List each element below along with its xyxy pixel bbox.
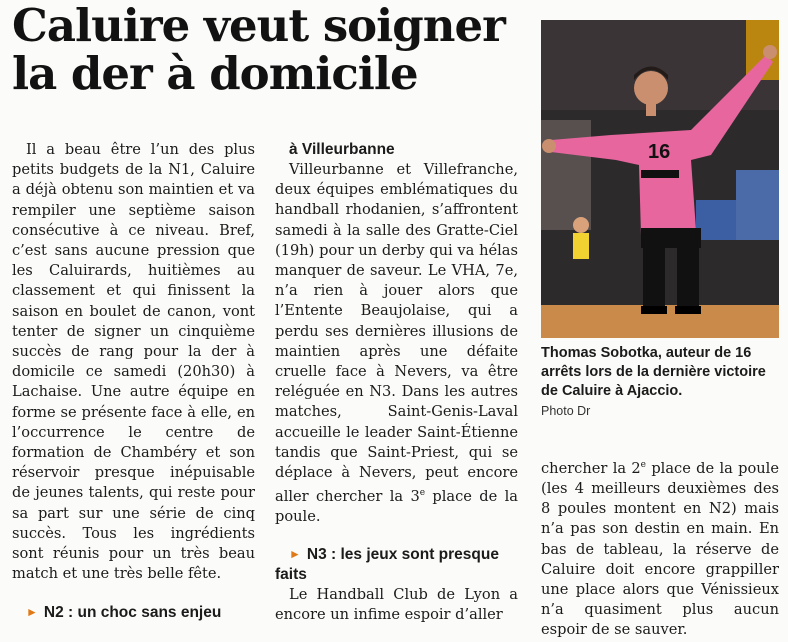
article-column-3 [541,455,779,641]
headline: Caluire veut soigner la der à domicile [12,0,505,100]
subhead-n2: ► N2 : un choc sans enjeu [26,604,222,622]
arrow-icon: ► [289,546,301,561]
subhead-n2-continued: à Villeurbanne [289,141,395,158]
arrow-icon: ► [26,605,38,620]
jersey-number: 16 [648,141,671,163]
article-column-2 [275,140,518,625]
article-column-1 [12,140,255,623]
player-photo [541,20,779,338]
photo-caption: Thomas Sobotka, auteur de 16 arrêts lors de la dernière victoire de Caluire à Ajaccio. [541,345,766,399]
photo-credit: Photo Dr [541,404,591,418]
subhead-n3: ► N3 : les jeux sont presque faits [275,545,499,583]
paragraph: chercher la 2e place de la poule (les 4 meilleurs deuxièmes des 8 poules montent en N2) mais n’a pas son destin en main. En bas de tableau, la réserve de Caluire doit encore grappiller une place alors que Vénissieux n’a quasiment plus aucun espoir de se sauver. [541,459,779,639]
paragraph: Villeurbanne et Villefranche, deux équipes emblématiques du handball rhodanien, s’affrontent samedi à la salle des Gratte-Ciel (19h) pour un derby qui va hélas manquer de saveur. Le VHA, 7e, n’a rien à jouer alors que l’Entente Beaujolaise, qui a perdu ses dernières illusions de maintien après une défaite cruelle face à Nevers, va être reléguée en N3. Dans les autres matches, Saint-Genis-Laval accueille le leader Saint-Étienne tandis que Saint-Priest, qui se déplace à Nevers, peut encore aller chercher la 3e place de la poule. [275,161,518,526]
goalkeeper-illustration [541,20,779,338]
paragraph: Le Handball Club de Lyon a encore un infime espoir d’aller [275,585,518,623]
paragraph: Il a beau être l’un des plus petits budgets de la N1, Caluire a déjà obtenu son maintien et va rempiler une septième saison consécutive à ce niveau. Bref, c’est sans aucune pression que les Caluirards, huitièmes au classement et qui finissent la saison en boulet de canon, vont tenter de signer un cinquième succès de rang pour la der à domicile ce samedi (20h30) à Lachaise. Une autre équipe en forme se présente face à elle, en l’occurrence le centre de formation de Chambéry et son réservoir presque inépuisable de jeunes talents, qui reste pour sa part sur une série de cinq succès. Tous les ingrédients sont réunis pour un très beau match et une très belle fête. [12,141,255,583]
